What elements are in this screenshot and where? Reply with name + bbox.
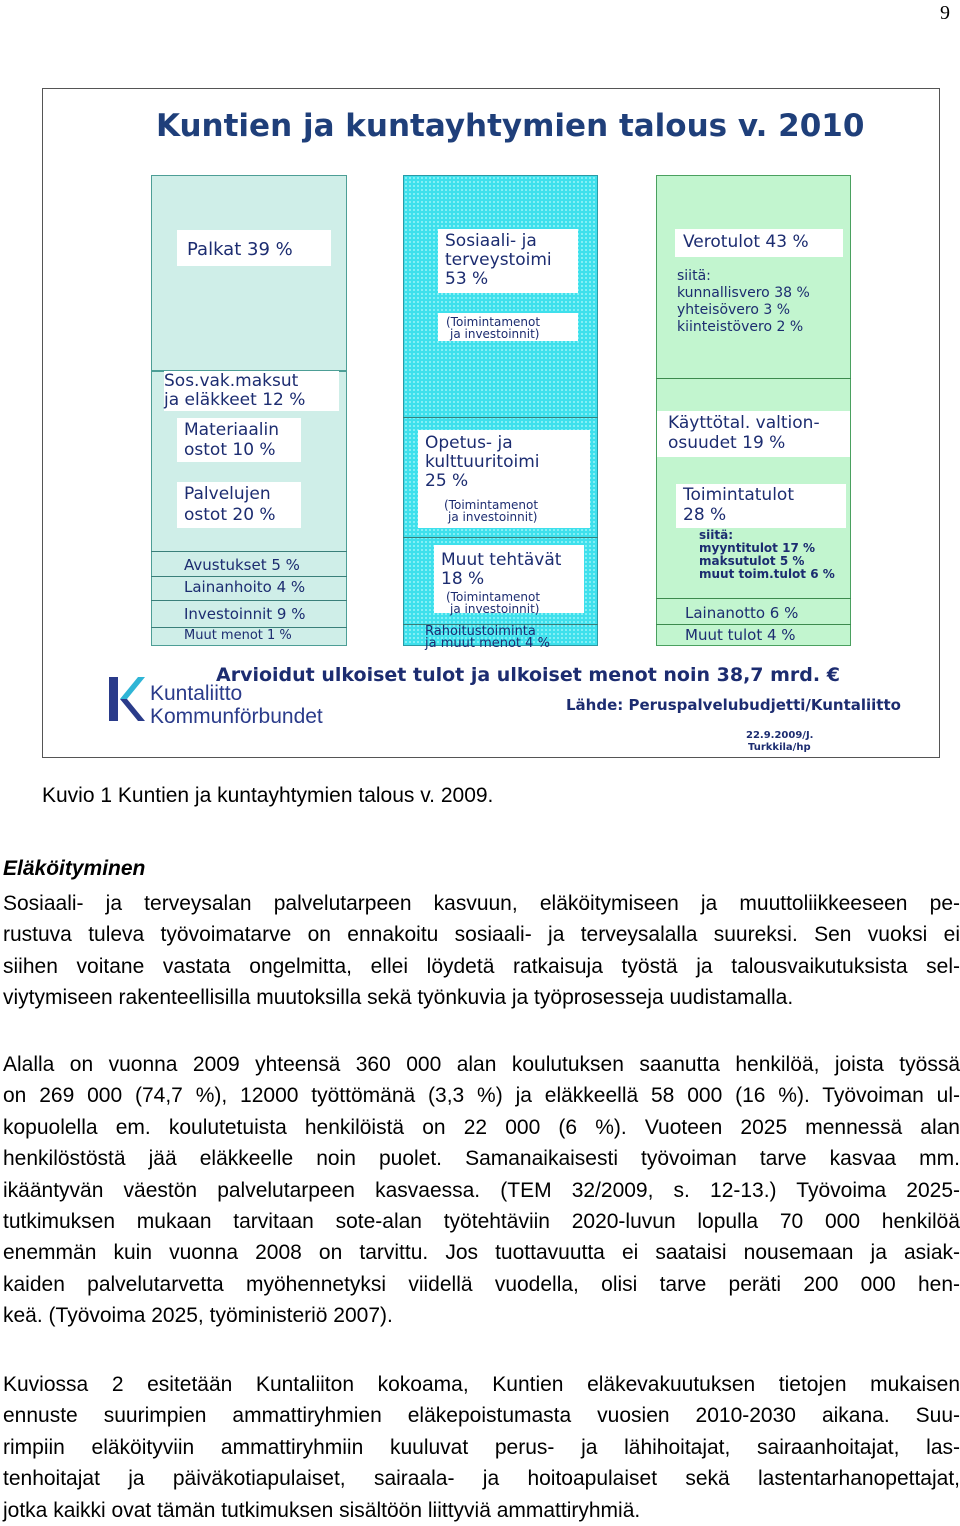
text-line: henkilöstöstä jää eläkkeelle noin puolet. Samanaikaisesti työvoiman tarve kasvaa mm.: [3, 1147, 960, 1171]
myyntitulot-label: myyntitulot 17 %: [699, 541, 815, 555]
logo-text-fi: Kuntaliitto: [150, 682, 243, 705]
figure-title: Kuntien ja kuntayhtymien talous v. 2010: [156, 108, 865, 144]
verotulot-label: Verotulot 43 %: [683, 232, 809, 252]
text-line: keä. (Työvoima 2025, työministeriö 2007).: [3, 1304, 393, 1328]
text-line: tutkimuksen mukaan tarvitaan sote-alan työtehtäviin 2020-luvun lopulla 70 000 henkilöä: [3, 1210, 960, 1234]
figure-source: Lähde: Peruspalvelubudjetti/Kuntaliitto: [566, 696, 901, 714]
muut-tehtavat-label-2: 18 %: [441, 569, 485, 589]
separator: [151, 551, 347, 552]
opetus-label-3: 25 %: [425, 471, 469, 491]
opetus-note-1: (Toimintamenot: [444, 498, 539, 512]
sosvak-label-2: ja eläkkeet 12 %: [164, 390, 306, 410]
text-line: rustuva tuleva työvoimatarve on ennakoitu sosiaali- ja terveysalalla suureksi. Sen vuoksi ei: [3, 923, 960, 947]
sosiaali-note-2: ja investoinnit): [450, 327, 540, 341]
text-line: jotka kaikki ovat tämän tutkimuksen sisältöön liittyviä ammattiryhmiä.: [3, 1498, 641, 1522]
text-line: tenhoitajat ja päiväkotiapulaiset, sairaala- ja hoitoapulaiset sekä lastentarhanopettajat,: [3, 1467, 960, 1491]
text-line: ikääntyvän väestön palvelutarpeen kasvaessa. (TEM 32/2009, s. 12-13.) Työvoima 2025-: [3, 1178, 960, 1202]
separator: [403, 417, 598, 418]
text-line: Sosiaali- ja terveysalan palvelutarpeen kasvuun, eläköitymiseen ja muuttoliikkeeseen pe-: [3, 892, 960, 915]
toimintatulot-label-1: Toimintatulot: [683, 485, 794, 505]
paragraph-3: [3, 1369, 960, 1526]
section-heading: Eläköityminen: [3, 857, 146, 880]
text-line: kaiden palvelutarvetta myöhennetyksi viidellä vuodella, olisi tarve peräti 200 000 hen-: [3, 1272, 960, 1296]
text-line: enemmän kuin vuonna 2008 on tarvittu. Jos tuottavuutta ei saataisi nousemaan ja asiak-: [3, 1241, 960, 1265]
palvelujen-label-2: ostot 20 %: [184, 505, 276, 525]
page-number: 9: [940, 2, 950, 24]
separator: [151, 576, 347, 577]
lainanotto-label: Lainanotto 6 %: [685, 604, 799, 622]
muut-tulot-label: Muut tulot 4 %: [685, 626, 796, 644]
opetus-note-2: ja investoinnit): [448, 510, 538, 524]
opetus-label-1: Opetus- ja: [425, 433, 513, 453]
yhteisovero-label: yhteisövero 3 %: [677, 302, 791, 318]
rahoitus-label-2: ja muut menot 4 %: [425, 636, 550, 651]
text-line: rimpiin eläköityviin ammattiryhmiin kuuluvat perus- ja lähihoitajat, sairaanhoitajat, las-: [3, 1435, 960, 1459]
kuntaliitto-logo-icon: [108, 674, 146, 724]
muut-tehtavat-note-2: ja investoinnit): [450, 602, 540, 616]
toimintatulot-siita: siitä:: [699, 528, 734, 542]
figure-caption: Kuvio 1 Kuntien ja kuntayhtymien talous v. 2009.: [42, 784, 494, 807]
kayttotal-label-1: Käyttötal. valtion-: [668, 413, 820, 433]
siita-label: siitä:: [677, 268, 711, 284]
separator: [656, 624, 851, 625]
kiinteistovero-label: kiinteistövero 2 %: [677, 319, 804, 335]
palkat-label: Palkat 39 %: [187, 239, 293, 260]
paragraph-2: [3, 1049, 960, 1332]
sosvak-label-1: Sos.vak.maksut: [164, 371, 299, 391]
separator: [656, 598, 851, 599]
opetus-label-2: kulttuuritoimi: [425, 452, 540, 472]
sosiaali-label-2: terveystoimi: [445, 250, 552, 270]
rahoitus-label-1: Rahoitustoiminta: [425, 624, 536, 639]
sosiaali-note-1: (Toimintamenot: [446, 315, 541, 329]
lainanhoito-label: Lainanhoito 4 %: [184, 578, 306, 596]
separator: [151, 600, 347, 601]
paragraph-1: [3, 888, 960, 1014]
figure-author: Turkkila/hp: [748, 742, 811, 753]
sosiaali-label-3: 53 %: [445, 269, 489, 289]
figure-date: 22.9.2009/J.: [746, 730, 814, 741]
text-line: Kuviossa 2 esitetään Kuntaliiton kokoama, Kuntien eläkevakuutuksen tietojen mukaisen: [3, 1373, 960, 1396]
muut-tehtavat-label-1: Muut tehtävät: [441, 550, 562, 570]
text-line: on 269 000 (74,7 %), 12000 työttömänä (3,3 %) ja eläkkeellä 58 000 (16 %). Työvoiman ul-: [3, 1084, 960, 1108]
muut-tehtavat-note-1: (Toimintamenot: [446, 590, 541, 604]
separator: [403, 537, 598, 538]
separator: [656, 378, 851, 379]
logo-text-sv: Kommunförbundet: [150, 705, 323, 728]
expenses-by-type-column: [151, 175, 347, 371]
materiaalin-label-2: ostot 10 %: [184, 440, 276, 460]
text-line: viytymiseen rakenteellisilla muutoksilla sekä työnkuvia ja työprosesseja uudistamalla.: [3, 986, 794, 1010]
materiaalin-label-1: Materiaalin: [184, 420, 279, 440]
total-summary: Arvioidut ulkoiset tulot ja ulkoiset menot noin 38,7 mrd. €: [216, 664, 840, 686]
kunnallisvero-label: kunnallisvero 38 %: [677, 285, 810, 301]
maksutulot-label: maksutulot 5 %: [699, 554, 805, 568]
investoinnit-label: Investoinnit 9 %: [184, 605, 306, 623]
text-line: siihen voitane vastata ongelmitta, ellei löydetä ratkaisuja työstä ja talousvaikutuksista sel-: [3, 954, 960, 978]
text-line: Alalla on vuonna 2009 yhteensä 360 000 alan koulutuksen saanutta henkilöä, joista työssä: [3, 1053, 960, 1076]
palvelujen-label-1: Palvelujen: [184, 484, 271, 504]
muut-menot-label: Muut menot 1 %: [184, 628, 292, 643]
toimintatulot-label-2: 28 %: [683, 505, 727, 525]
muut-toimintatulot-label: muut toim.tulot 6 %: [699, 567, 835, 581]
avustukset-label: Avustukset 5 %: [184, 556, 300, 574]
kayttotal-label-2: osuudet 19 %: [668, 433, 786, 453]
text-line: ennuste suurimpien ammattiryhmien eläkepoistumasta vuosien 2010-2030 aikana. Suu-: [3, 1404, 960, 1428]
text-line: kopuolella em. koulutetuista henkilöistä on 22 000 (6 %). Vuoteen 2025 mennessä alan: [3, 1115, 960, 1139]
sosiaali-label-1: Sosiaali- ja: [445, 231, 537, 251]
